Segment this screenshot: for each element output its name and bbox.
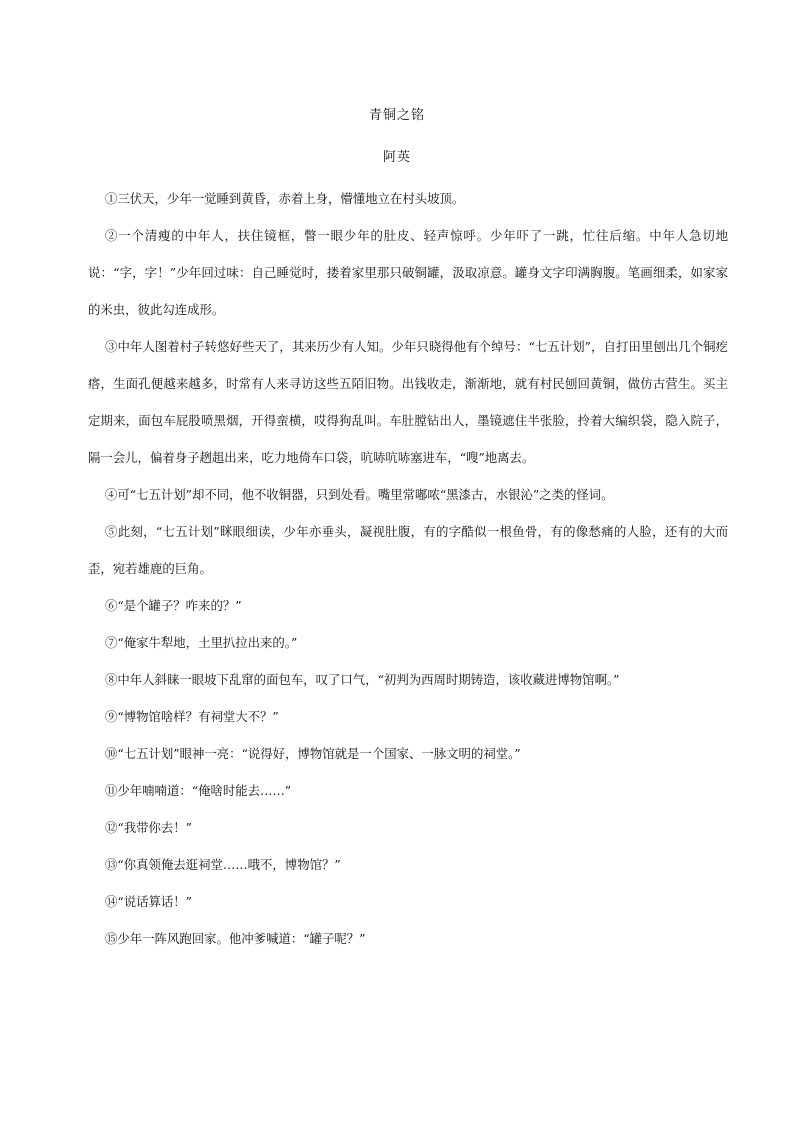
article-body (88, 180, 728, 957)
paragraph-7: ⑦“俺家牛犁地，土里扒拉出来的。” (105, 635, 298, 650)
article-author: 阿英 (382, 150, 411, 165)
paragraph-10: ⑩“七五计划”眼神一亮：“说得好，博物馆就是一个国家、一脉文明的祠堂。” (105, 746, 521, 761)
paragraph-1: ①三伏天，少年一觉睡到黄昏，赤着上身，懵懂地立在村头坡顶。 (105, 191, 465, 206)
paragraph-6: ⑥“是个罐子？咋来的？” (105, 598, 242, 613)
paragraph-12: ⑫“我带你去！” (105, 820, 193, 835)
paragraph-11: ⑪少年喃喃道：“俺啥时能去……” (105, 783, 292, 798)
paragraph-14: ⑭“说话算话！” (105, 894, 193, 909)
paragraph-3: ③中年人图着村子转悠好些天了，其来历少有人知。少年只晓得他有个绰号：“七五计划”，自打田里刨出几个铜疙瘩，生面孔便越来越多，时常有人来寻访这些五陌旧物。出钱收走，渐渐地，就有村民刨回黄铜，做仿古营生。买主定期来，面包车屁股喷黑烟，开得蛮横，哎得狗乱叫。车肚膛钻出人，墨镜遮住半张脸，拎着大编织袋，隐入院子，隔一会儿，偏着身子趔趄出来，吃力地倚车口袋，吭哧吭哧塞进车，“嗖”地离去。 (88, 339, 728, 465)
paragraph-2: ②一个清瘦的中年人，扶住镜框，瞥一眼少年的肚皮、轻声惊呼。少年吓了一跳，忙往后缩。中年人急切地说：“字，字！”少年回过味：自己睡觉时，搂着家里那只破铜罐，汲取凉意。罐身文字印满胸腹。笔画细柔，如家家的米虫，彼此勾连成形。 (88, 228, 728, 317)
paragraph-8: ⑧中年人斜睐一眼坡下乱窜的面包车，叹了口气，“初判为西周时期铸造，该收藏进博物馆啊。” (105, 672, 620, 687)
paragraph-9: ⑨“博物馆啥样？有祠堂大不？” (105, 709, 279, 724)
paragraph-5: ⑤此刻，“七五计划”眯眼细读，少年亦垂头，凝视肚腹，有的字酷似一根鱼骨，有的像愁痛的人脸，还有的大而歪，宛若雄鹿的巨角。 (88, 524, 728, 576)
paragraph-15: ⑮少年一阵风跑回家。他冲爹喊道：“罐子呢？” (105, 931, 366, 946)
article-title: 青铜之铭 (368, 108, 425, 123)
paragraph-4: ④可“七五计划”却不同，他不收铜器，只到处看。嘴里常嘟哝“黑漆古，水银沁”之类的怪词。 (105, 487, 614, 502)
paragraph-13: ⑬“你真领俺去逛祠堂……哦不，博物馆？” (105, 857, 341, 872)
